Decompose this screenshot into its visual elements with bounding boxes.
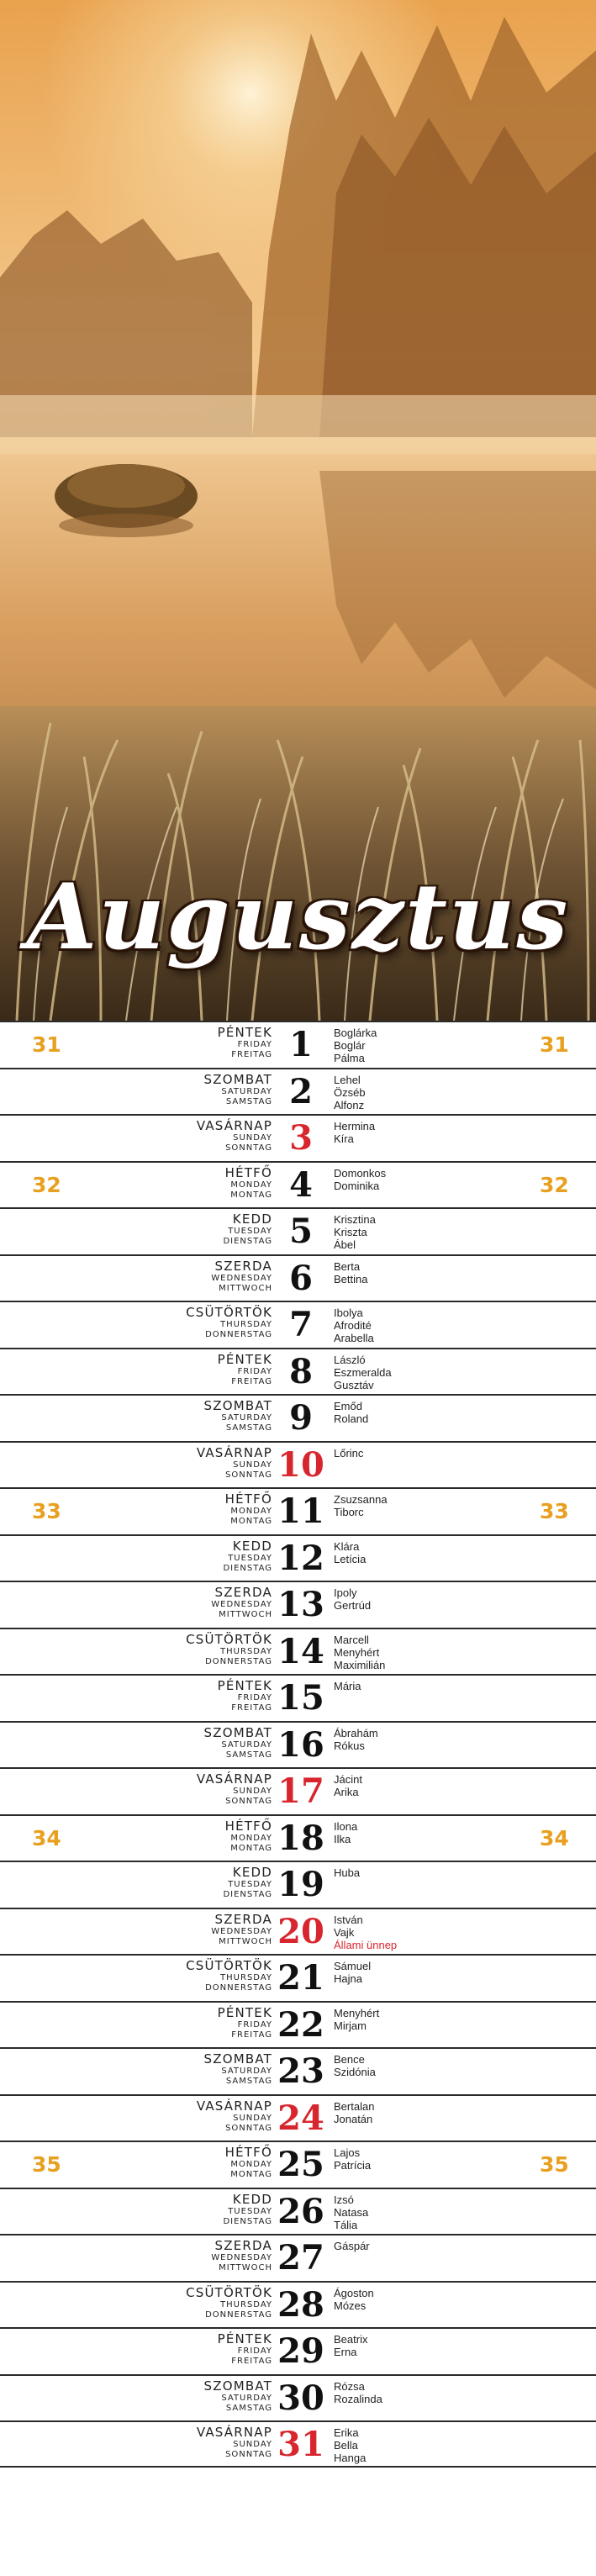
weekday-labels: [186, 2286, 272, 2320]
name-day: Vajk: [334, 1925, 355, 1939]
day-row: [0, 1207, 596, 1254]
day-list: [0, 1021, 596, 2468]
weekday-hu: CSÜTÖRTÖK: [186, 1958, 272, 1973]
name-days: [334, 1773, 362, 1798]
weekday-de: SAMSTAG: [225, 1423, 272, 1433]
weekday-en: FRIDAY: [237, 1366, 272, 1376]
name-days: [334, 1120, 375, 1145]
day-number: 11: [277, 1491, 324, 1531]
name-day: Boglárka: [334, 1027, 377, 1039]
weekday-hu: SZOMBAT: [203, 1398, 272, 1413]
weekday-hu: VASÁRNAP: [196, 1444, 272, 1460]
weekday-de: DIENSTAG: [223, 1563, 272, 1573]
weekday-en: SUNDAY: [233, 2440, 272, 2449]
name-day: Mózes: [334, 2299, 367, 2312]
day-row: [0, 1814, 596, 1861]
name-day: Lőrinc: [334, 1446, 364, 1460]
weekday-labels: [211, 2239, 272, 2273]
name-day: Mária: [334, 1680, 361, 1692]
day-row: [0, 2001, 596, 2048]
weekday-labels: [211, 1586, 272, 1620]
weekday-hu: SZOMBAT: [203, 2051, 272, 2067]
weekday-en: WEDNESDAY: [211, 1273, 272, 1283]
name-day: Boglár: [334, 1039, 366, 1052]
day-row: [0, 2188, 596, 2235]
weekday-en: SATURDAY: [221, 2393, 272, 2403]
day-number: 12: [277, 1538, 324, 1578]
weekday-labels: [211, 1259, 272, 1294]
name-day: Sámuel: [334, 1960, 372, 1972]
day-number: 18: [277, 1818, 324, 1858]
weekday-labels: [223, 1539, 272, 1574]
day-row: [0, 1487, 596, 1534]
weekday-en: FRIDAY: [237, 2346, 272, 2356]
name-days: [334, 1586, 371, 1612]
day-number: 21: [277, 1958, 324, 1998]
weekday-labels: [197, 1119, 272, 1153]
day-row: [0, 2374, 596, 2421]
weekday-labels: [204, 2052, 273, 2087]
weekday-labels: [223, 2193, 272, 2227]
name-day: Jonatán: [334, 2112, 373, 2125]
day-row: [0, 1161, 596, 1208]
name-days: [334, 1866, 360, 1879]
weekday-de: MONTAG: [230, 1190, 272, 1200]
weekday-labels: [197, 2099, 272, 2134]
weekday-labels: [204, 1399, 273, 1433]
name-days: [334, 2333, 367, 2358]
name-day: Rozalinda: [334, 2392, 382, 2405]
name-day: Mirjam: [334, 2019, 367, 2032]
name-day: Bettina: [334, 1272, 368, 1285]
name-days: [334, 2053, 376, 2078]
day-number: 1: [289, 1025, 313, 1064]
weekday-hu: SZERDA: [214, 1585, 272, 1600]
name-day: Roland: [334, 1412, 369, 1425]
name-day: Ipoly: [334, 1586, 357, 1599]
name-days: [334, 2193, 368, 2231]
weekday-de: SAMSTAG: [225, 1750, 272, 1760]
day-number: 14: [277, 1631, 324, 1671]
name-day: Bella: [334, 2439, 358, 2452]
week-number-right: 32: [540, 1172, 569, 1197]
name-day: Klára: [334, 1539, 360, 1553]
name-day: Emőd: [334, 1400, 362, 1412]
name-day: Domonkos: [334, 1166, 387, 1180]
weekday-en: SUNDAY: [233, 1133, 272, 1143]
weekday-de: SAMSTAG: [225, 2077, 272, 2086]
weekday-en: TUESDAY: [228, 2206, 272, 2216]
name-days: [334, 1260, 367, 1285]
weekday-de: MITTWOCH: [219, 1936, 272, 1946]
weekday-hu: HÉTFŐ: [224, 1164, 272, 1180]
weekday-de: SONNTAG: [225, 2450, 272, 2459]
weekday-de: MITTWOCH: [219, 1283, 272, 1293]
day-row: [0, 1628, 596, 1675]
weekday-hu: PÉNTEK: [217, 1678, 272, 1693]
weekday-labels: [204, 1073, 273, 1107]
day-number: 24: [277, 2098, 324, 2138]
weekday-hu: VASÁRNAP: [196, 2425, 272, 2440]
day-number: 7: [289, 1305, 313, 1344]
weekday-labels: [186, 1633, 272, 1667]
name-days: [334, 1727, 378, 1752]
name-day: Beatrix: [334, 2333, 368, 2346]
name-days: [334, 1213, 376, 1251]
name-days: [334, 1167, 386, 1192]
weekday-labels: [225, 1492, 272, 1527]
weekday-hu: SZOMBAT: [203, 1724, 272, 1740]
week-number-right: 35: [540, 2152, 569, 2177]
weekday-en: SUNDAY: [233, 1787, 272, 1796]
weekday-hu: SZERDA: [214, 2238, 272, 2253]
day-number: 5: [289, 1211, 313, 1251]
weekday-de: DONNERSTAG: [205, 1330, 272, 1339]
day-row: [0, 2094, 596, 2141]
weekday-hu: HÉTFŐ: [224, 1818, 272, 1834]
weekday-hu: SZERDA: [214, 1258, 272, 1274]
weekday-labels: [223, 1866, 272, 1900]
name-day: Lehel: [334, 1073, 361, 1086]
name-day: Rókus: [334, 1739, 365, 1752]
weekday-labels: [225, 1166, 272, 1201]
day-row: [0, 2047, 596, 2094]
week-number-right: 31: [540, 1032, 569, 1057]
day-row: [0, 2420, 596, 2468]
weekday-en: SUNDAY: [233, 1460, 272, 1470]
name-day: Pálma: [334, 1052, 365, 1064]
day-number: 30: [277, 2378, 324, 2418]
name-days: [334, 1447, 363, 1460]
name-day: Bertalan: [334, 2099, 375, 2113]
weekday-en: SATURDAY: [221, 1739, 272, 1750]
name-day: Gertrúd: [334, 1599, 372, 1612]
name-day: Marcell: [334, 1633, 369, 1646]
weekday-hu: CSÜTÖRTÖK: [186, 1305, 272, 1320]
weekday-en: TUESDAY: [228, 1227, 272, 1236]
weekday-labels: [197, 2426, 272, 2460]
name-days: [334, 1354, 392, 1391]
day-number: 29: [277, 2331, 324, 2371]
weekday-hu: SZERDA: [214, 1911, 272, 1927]
name-day: Berta: [334, 1259, 361, 1273]
weekday-en: SATURDAY: [221, 2067, 272, 2076]
name-days: [334, 1634, 385, 1671]
name-day: Ibolya: [334, 1306, 363, 1319]
day-row: [0, 2281, 596, 2328]
name-day: Hanga: [334, 2452, 367, 2464]
weekday-hu: VASÁRNAP: [196, 2098, 272, 2114]
name-day: Huba: [334, 1866, 361, 1879]
weekday-labels: [225, 2146, 272, 2180]
weekday-hu: CSÜTÖRTÖK: [186, 2284, 272, 2300]
name-day: Kíra: [334, 1132, 354, 1145]
name-days: [334, 2240, 370, 2252]
weekday-de: DONNERSTAG: [205, 2309, 272, 2320]
name-days: [334, 2146, 371, 2172]
weekday-labels: [225, 1819, 272, 1854]
weekday-labels: [218, 1353, 272, 1387]
day-row: [0, 1394, 596, 1441]
weekday-hu: PÉNTEK: [217, 1351, 272, 1367]
weekday-labels: [218, 1026, 272, 1060]
weekday-hu: CSÜTÖRTÖK: [186, 1631, 272, 1647]
name-days: [334, 1493, 388, 1518]
week-number-right: 34: [540, 1825, 569, 1850]
weekday-de: MONTAG: [230, 2170, 272, 2179]
weekday-labels: [223, 1212, 272, 1247]
name-day: István: [334, 1913, 363, 1926]
name-day: Letícia: [334, 1552, 367, 1565]
weekday-labels: [211, 1913, 272, 1947]
weekday-en: FRIDAY: [237, 2019, 272, 2030]
day-number: 9: [289, 1398, 313, 1438]
week-number-right: 33: [540, 1499, 569, 1523]
name-day: Erna: [334, 2346, 357, 2358]
day-row: [0, 1581, 596, 1628]
day-number: 13: [277, 1585, 324, 1624]
name-day: Eszmeralda: [334, 1365, 392, 1379]
weekday-labels: [204, 1726, 273, 1760]
weekday-de: MONTAG: [230, 1517, 272, 1526]
day-number: 10: [277, 1444, 324, 1485]
day-row: [0, 1954, 596, 2001]
name-day: Maximilián: [334, 1658, 386, 1671]
day-number: 15: [277, 1678, 324, 1718]
name-day: Ágoston: [334, 2286, 374, 2299]
weekday-de: SAMSTAG: [225, 2403, 272, 2413]
name-day: Hermina: [334, 1120, 376, 1132]
weekday-labels: [186, 1306, 272, 1340]
name-day: Hajna: [334, 1972, 362, 1985]
weekday-en: WEDNESDAY: [211, 1600, 272, 1609]
day-number: 6: [289, 1258, 313, 1298]
day-number: 8: [289, 1351, 313, 1391]
day-number: 22: [277, 2004, 324, 2045]
weekday-en: SUNDAY: [233, 2113, 272, 2123]
weekday-en: SATURDAY: [221, 1086, 272, 1096]
name-day: Ilka: [334, 1832, 351, 1845]
day-row: [0, 1861, 596, 1908]
weekday-de: MITTWOCH: [219, 2263, 272, 2272]
weekday-de: SONNTAG: [225, 1143, 272, 1153]
name-days: [334, 2287, 374, 2312]
holiday-label: Állami ünnep: [334, 1938, 398, 1951]
weekday-de: SONNTAG: [225, 1797, 272, 1806]
weekday-en: MONDAY: [230, 1833, 272, 1843]
day-row: [0, 2327, 596, 2374]
name-day: Dominika: [334, 1179, 380, 1192]
name-day: Arika: [334, 1786, 359, 1798]
day-row: [0, 2141, 596, 2188]
day-row: [0, 1021, 596, 1068]
weekday-de: FREITAG: [231, 1376, 272, 1386]
weekday-en: SATURDAY: [221, 1413, 272, 1423]
day-row: [0, 1114, 596, 1161]
week-number-left: 31: [32, 1032, 61, 1057]
weekday-hu: PÉNTEK: [217, 2004, 272, 2020]
day-row: [0, 1254, 596, 1301]
name-day: Gáspár: [334, 2240, 370, 2252]
weekday-de: DONNERSTAG: [205, 1983, 272, 1993]
weekday-de: SONNTAG: [225, 1470, 272, 1480]
weekday-de: SONNTAG: [225, 2123, 272, 2133]
weekday-en: WEDNESDAY: [211, 2253, 272, 2262]
weekday-hu: KEDD: [232, 1865, 272, 1880]
weekday-en: THURSDAY: [220, 1646, 272, 1656]
weekday-de: DONNERSTAG: [205, 1656, 272, 1666]
day-row: [0, 2234, 596, 2281]
weekday-de: DIENSTAG: [223, 2216, 272, 2226]
weekday-en: MONDAY: [230, 2160, 272, 2169]
name-day: Izsó: [334, 2193, 354, 2206]
day-number: 27: [277, 2238, 324, 2278]
weekday-en: FRIDAY: [237, 1040, 272, 1049]
weekday-labels: [197, 1772, 272, 1807]
day-number: 23: [277, 2051, 324, 2091]
weekday-de: DIENSTAG: [223, 1890, 272, 1899]
weekday-hu: PÉNTEK: [217, 2331, 272, 2346]
name-day: Zsuzsanna: [334, 1493, 388, 1506]
name-days: [334, 1400, 368, 1425]
name-day: László: [334, 1353, 366, 1366]
name-day: Krisztina: [334, 1213, 376, 1226]
weekday-en: WEDNESDAY: [211, 1926, 272, 1936]
name-day: Alfonz: [334, 1098, 365, 1111]
weekday-hu: SZOMBAT: [203, 2378, 272, 2394]
name-day: Özséb: [334, 1085, 366, 1099]
name-day: Ábel: [334, 1238, 356, 1251]
weekday-en: TUESDAY: [228, 1880, 272, 1889]
name-day: Ilona: [334, 1819, 358, 1833]
day-row: [0, 1301, 596, 1348]
weekday-de: MONTAG: [230, 1843, 272, 1853]
weekday-hu: HÉTFŐ: [224, 2145, 272, 2160]
name-day: Erika: [334, 2426, 359, 2439]
day-row: [0, 1674, 596, 1721]
name-days: [334, 1027, 377, 1064]
weekday-labels: [218, 2006, 272, 2040]
weekday-de: SAMSTAG: [225, 1096, 272, 1106]
day-number: 19: [277, 1865, 324, 1904]
day-row: [0, 1908, 596, 1955]
weekday-hu: SZOMBAT: [203, 1071, 272, 1087]
name-days: [334, 1914, 397, 1951]
weekday-hu: VASÁRNAP: [196, 1771, 272, 1787]
weekday-de: FREITAG: [231, 2357, 272, 2366]
name-day: Kriszta: [334, 1226, 367, 1238]
day-number: 25: [277, 2145, 324, 2184]
name-days: [334, 1540, 366, 1565]
weekday-hu: KEDD: [232, 1538, 272, 1554]
name-day: Szidónia: [334, 2066, 376, 2078]
week-number-left: 35: [32, 2152, 61, 2177]
weekday-hu: KEDD: [232, 2191, 272, 2207]
name-day: Afrodité: [334, 1319, 372, 1332]
name-days: [334, 1074, 366, 1111]
name-day: Menyhért: [334, 2006, 380, 2019]
day-number: 31: [277, 2425, 324, 2464]
day-row: [0, 1767, 596, 1814]
name-day: Tália: [334, 2218, 358, 2231]
weekday-de: FREITAG: [231, 1050, 272, 1059]
name-day: Ábrahám: [334, 1726, 378, 1739]
day-row: [0, 1721, 596, 1768]
weekday-hu: KEDD: [232, 1211, 272, 1227]
name-day: Menyhért: [334, 1645, 380, 1659]
day-row: [0, 1441, 596, 1488]
name-days: [334, 2380, 382, 2405]
day-number: 26: [277, 2191, 324, 2231]
day-number: 2: [289, 1071, 313, 1111]
name-day: Bence: [334, 2053, 365, 2066]
week-number-left: 33: [32, 1499, 61, 1523]
weekday-labels: [204, 2379, 273, 2414]
name-days: [334, 1820, 357, 1845]
weekday-en: MONDAY: [230, 1180, 272, 1190]
weekday-de: MITTWOCH: [219, 1610, 272, 1619]
weekday-labels: [218, 2332, 272, 2367]
name-days: [334, 1306, 374, 1344]
weekday-en: THURSDAY: [220, 1973, 272, 1982]
name-days: [334, 2100, 374, 2125]
weekday-hu: VASÁRNAP: [196, 1118, 272, 1133]
day-row: [0, 1348, 596, 1395]
day-row: [0, 1534, 596, 1581]
day-row: [0, 1068, 596, 1115]
weekday-labels: [218, 1679, 272, 1713]
week-number-left: 34: [32, 1825, 61, 1850]
name-day: Jácint: [334, 1773, 362, 1786]
day-number: 28: [277, 2284, 324, 2325]
name-days: [334, 1960, 371, 1985]
weekday-hu: HÉTFŐ: [224, 1491, 272, 1507]
weekday-labels: [186, 1959, 272, 1993]
name-days: [334, 2007, 379, 2032]
name-day: Rózsa: [334, 2379, 365, 2393]
weekday-en: MONDAY: [230, 1507, 272, 1516]
weekday-hu: PÉNTEK: [217, 1025, 272, 1040]
day-number: 4: [289, 1164, 313, 1205]
name-day: Arabella: [334, 1332, 374, 1344]
week-number-left: 32: [32, 1172, 61, 1197]
weekday-en: THURSDAY: [220, 2299, 272, 2309]
name-day: Natasa: [334, 2205, 369, 2219]
day-number: 16: [277, 1724, 324, 1765]
name-day: Gusztáv: [334, 1378, 374, 1391]
weekday-labels: [197, 1446, 272, 1481]
day-number: 20: [277, 1911, 324, 1951]
weekday-en: THURSDAY: [220, 1320, 272, 1329]
name-days: [334, 2426, 366, 2464]
weekday-en: TUESDAY: [228, 1553, 272, 1563]
name-days: [334, 1680, 361, 1692]
weekday-en: FRIDAY: [237, 1693, 272, 1702]
weekday-de: FREITAG: [231, 1703, 272, 1713]
weekday-de: FREITAG: [231, 2030, 272, 2040]
name-day: Lajos: [334, 2146, 361, 2159]
month-title: Augusztus: [26, 864, 570, 970]
day-number: 3: [289, 1118, 313, 1158]
name-day: Patrícia: [334, 2159, 372, 2172]
name-day: Tiborc: [334, 1506, 364, 1518]
day-number: 17: [277, 1771, 324, 1811]
weekday-de: DIENSTAG: [223, 1237, 272, 1246]
